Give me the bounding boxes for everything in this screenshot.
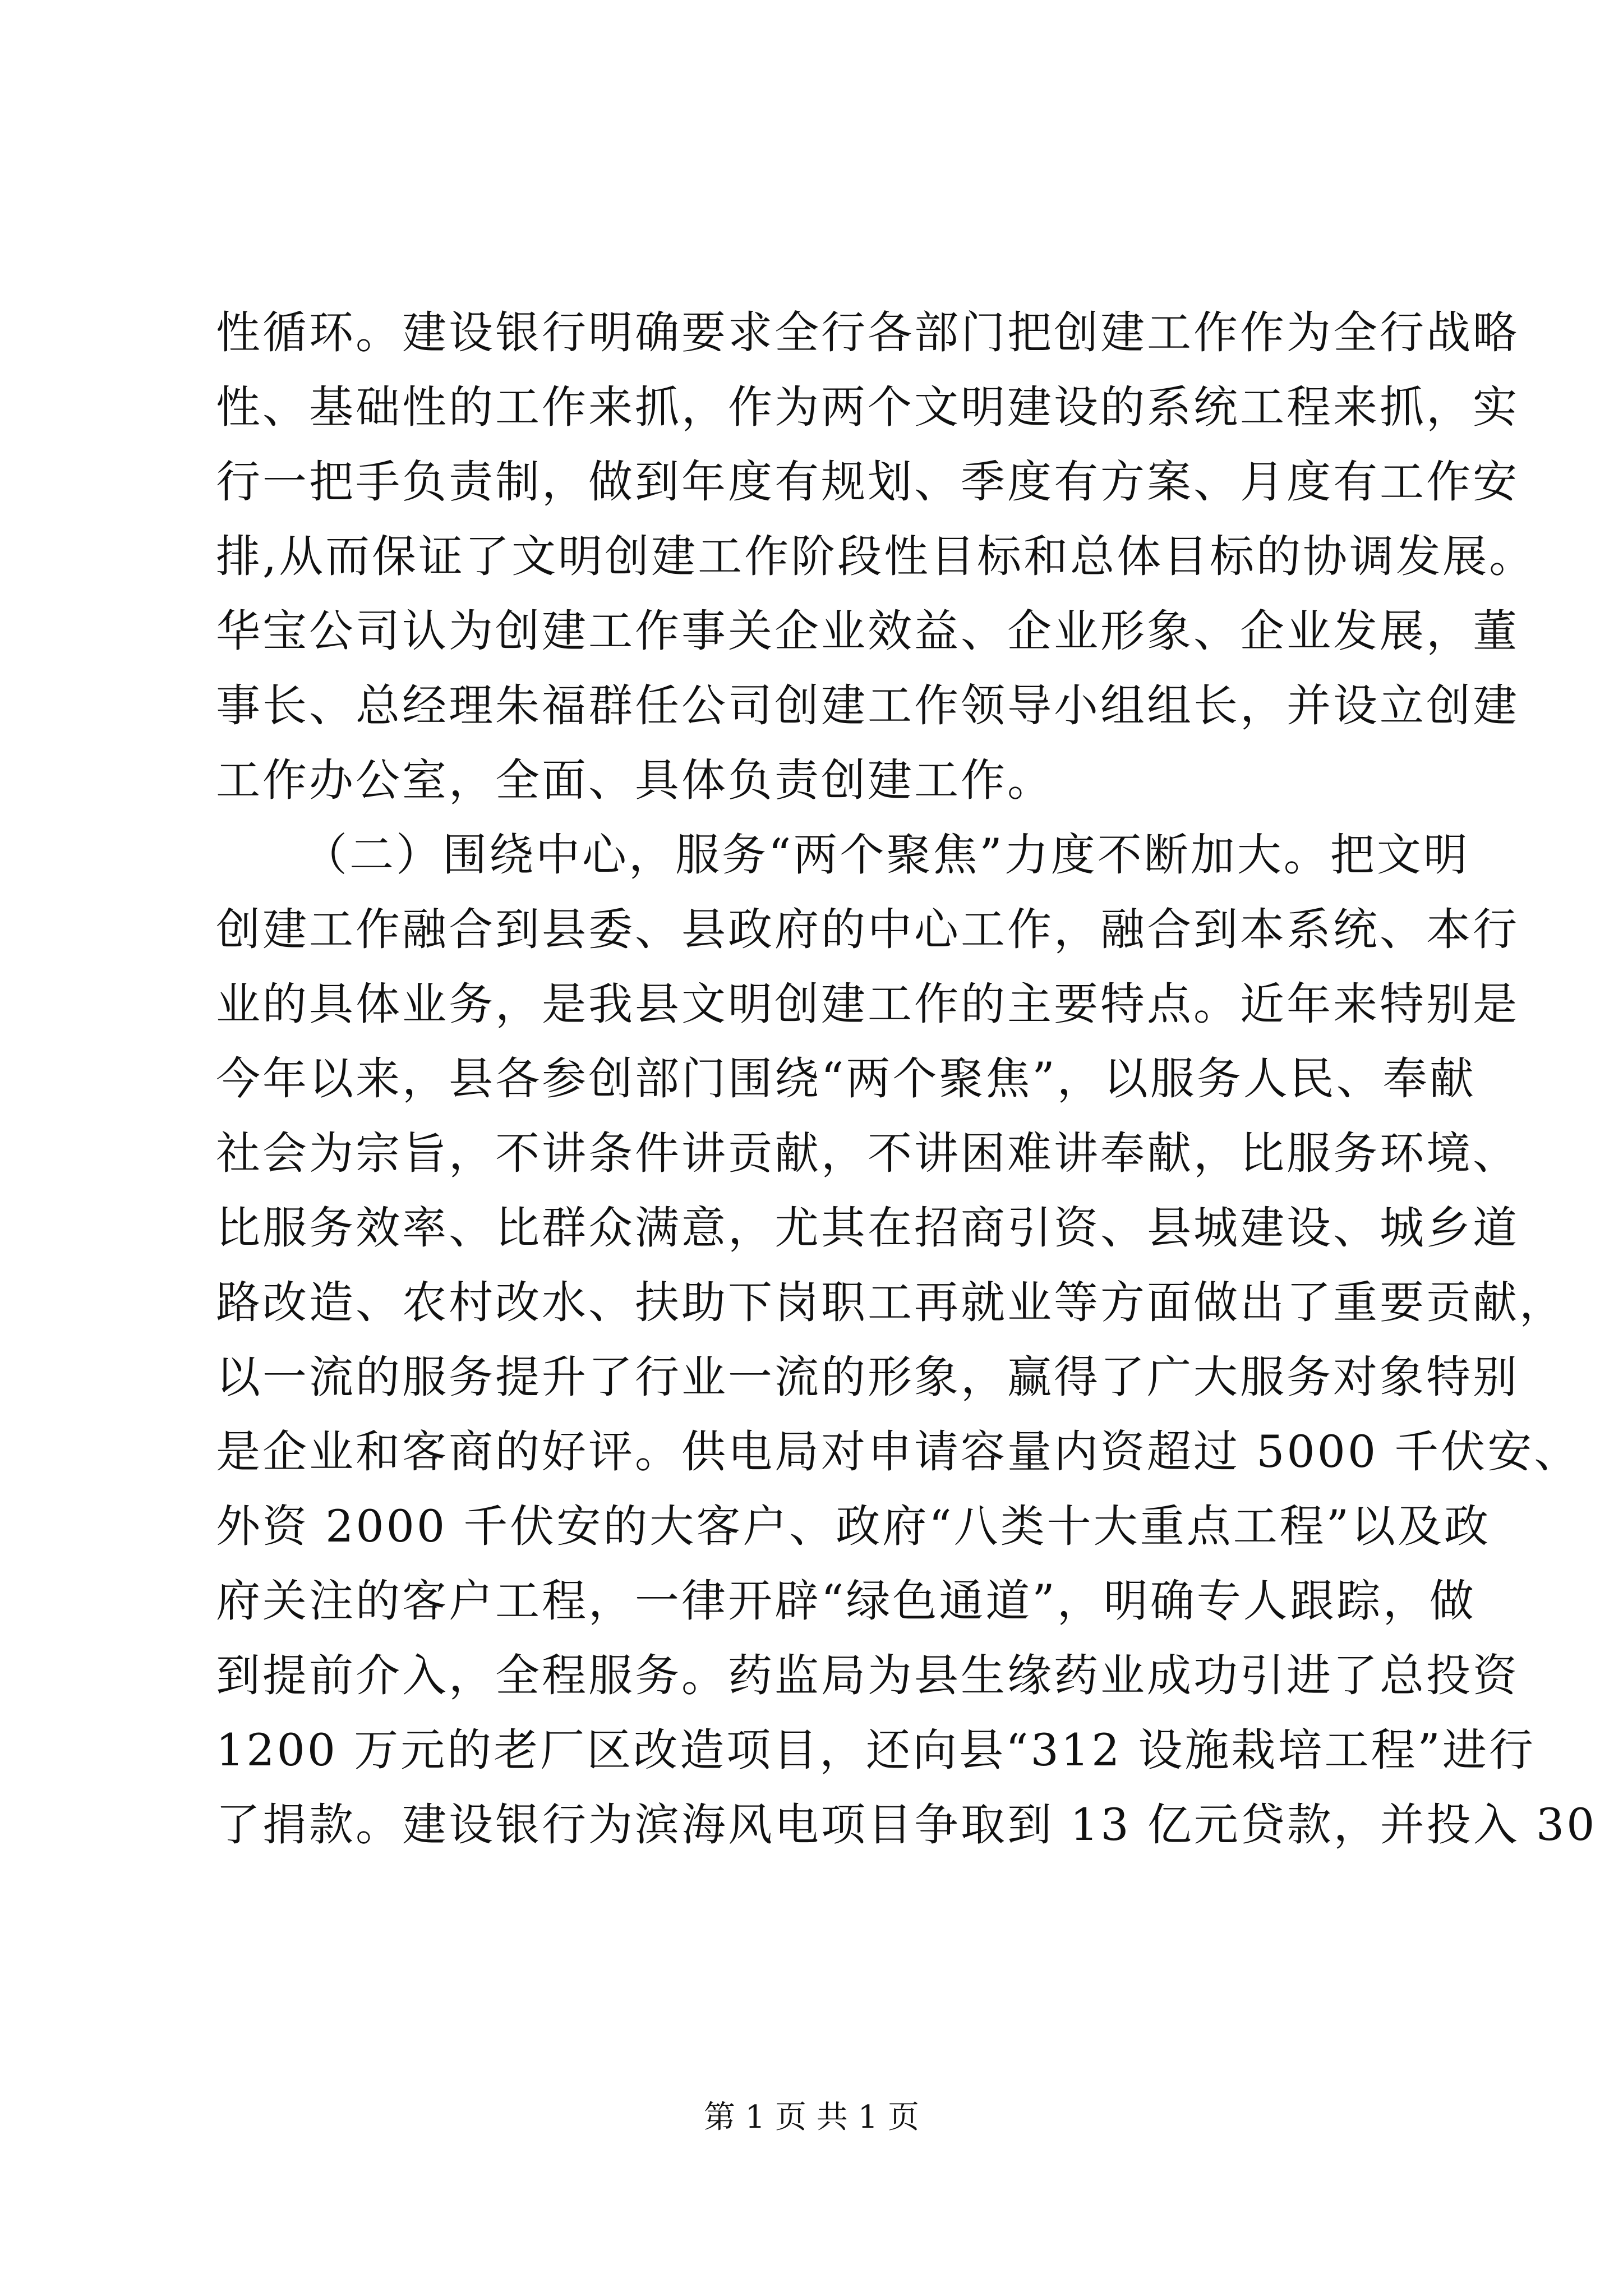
text-line: 社会为宗旨，不讲条件讲贡献，不讲困难讲奉献，比服务环境、: [216, 1128, 1519, 1179]
text-line: 华宝公司认为创建工作事关企业效益、企业形象、企业发展，董: [216, 605, 1519, 657]
text-line: 创建工作融合到县委、县政府的中心工作，融合到本系统、本行: [216, 904, 1519, 955]
text-line: 事长、总经理朱福群任公司创建工作领导小组组长，并设立创建: [216, 680, 1519, 731]
text-line: 排,从而保证了文明创建工作阶段性目标和总体目标的协调发展。: [216, 531, 1536, 582]
text-line: 性循环。建设银行明确要求全行各部门把创建工作作为全行战略: [216, 307, 1519, 358]
page-footer: 第 1 页 共 1 页: [703, 2099, 920, 2136]
text-line: 比服务效率、比群众满意，尤其在招商引资、县城建设、城乡道: [216, 1202, 1519, 1254]
text-line: 是企业和客商的好评。供电局对申请容量内资超过 5000 千伏安、: [216, 1426, 1581, 1478]
text-line: 业的具体业务，是我县文明创建工作的主要特点。近年来特别是: [216, 978, 1519, 1030]
text-line: 以一流的服务提升了行业一流的形象，赢得了广大服务对象特别: [216, 1351, 1519, 1403]
text-line: 府关注的客户工程，一律开辟“绿色通道”，明确专人跟踪，做: [216, 1575, 1476, 1627]
text-line: 到提前介入，全程服务。药监局为县生缘药业成功引进了总投资: [216, 1650, 1519, 1701]
text-line: 了捐款。建设银行为滨海风电项目争取到 13 亿元贷款，并投入 30: [216, 1799, 1597, 1851]
text-line: 1200 万元的老厂区改造项目，还向县“312 设施栽培工程”进行: [216, 1724, 1536, 1776]
text-line: 工作办公室，全面、具体负责创建工作。: [216, 754, 1054, 806]
text-line: 性、基础性的工作来抓，作为两个文明建设的系统工程来抓，实: [216, 381, 1519, 433]
text-line: 今年以来，县各参创部门围绕“两个聚焦”，以服务人民、奉献: [216, 1053, 1476, 1105]
text-line: 外资 2000 千伏安的大客户、政府“八类十大重点工程”以及政: [216, 1501, 1491, 1552]
paragraph-start-line: （二）围绕中心，服务“两个聚焦”力度不断加大。把文明: [303, 829, 1470, 881]
text-line: 路改造、农村改水、扶助下岗职工再就业等方面做出了重要贡献，: [216, 1277, 1566, 1328]
text-line: 行一把手负责制，做到年度有规划、季度有方案、月度有工作安: [216, 456, 1519, 508]
